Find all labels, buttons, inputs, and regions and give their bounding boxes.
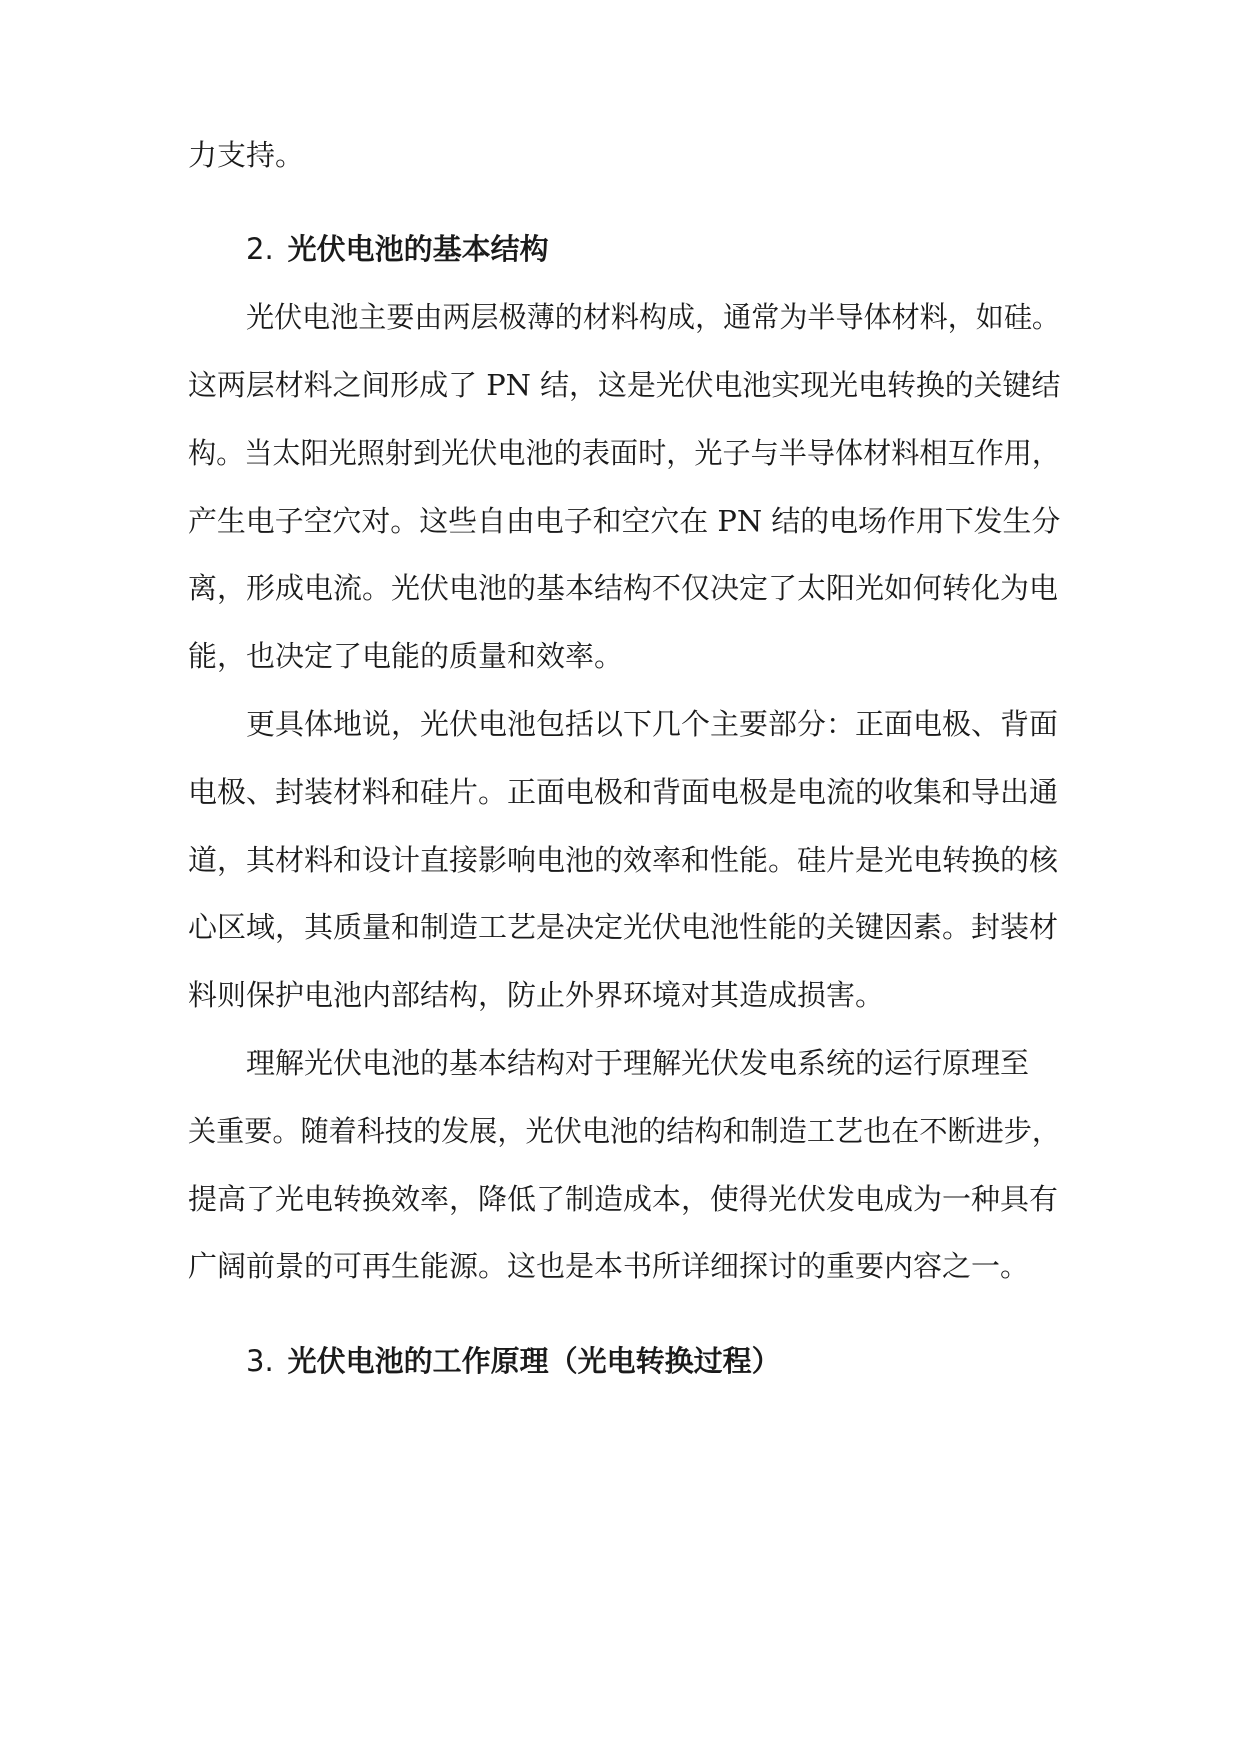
paragraph-line: 构。当太阳光照射到光伏电池的表面时，光子与半导体材料相互作用， <box>188 436 1061 470</box>
paragraph-line: 提高了光电转换效率，降低了制造成本，使得光伏发电成为一种具有 <box>188 1182 1059 1216</box>
paragraph-line: 能，也决定了电能的质量和效率。 <box>188 639 624 673</box>
paragraph-line: 道，其材料和设计直接影响电池的效率和性能。硅片是光电转换的核 <box>188 843 1059 877</box>
paragraph-line: 光伏电池主要由两层极薄的材料构成，通常为半导体材料，如硅。 <box>246 300 1061 334</box>
section-number: 3. <box>246 1344 274 1378</box>
paragraph-line: 更具体地说，光伏电池包括以下几个主要部分：正面电极、背面 <box>246 707 1059 741</box>
paragraph-line: 广阔前景的可再生能源。这也是本书所详细探讨的重要内容之一。 <box>188 1249 1030 1283</box>
paragraph-carryover-line: 力支持。 <box>188 138 305 172</box>
section-number: 2. <box>246 232 274 266</box>
paragraph-line: 心区域，其质量和制造工艺是决定光伏电池性能的关键因素。封装材 <box>188 910 1059 944</box>
paragraph-line: 产生电子空穴对。这些自由电子和空穴在 PN 结的电场作用下发生分 <box>188 504 1061 538</box>
paragraph-line: 理解光伏电池的基本结构对于理解光伏发电系统的运行原理至 <box>246 1046 1030 1080</box>
paragraph-line: 电极、封装材料和硅片。正面电极和背面电极是电流的收集和导出通 <box>188 775 1059 809</box>
section-heading-3 <box>246 1341 781 1381</box>
paragraph-line: 这两层材料之间形成了 PN 结，这是光伏电池实现光电转换的关键结 <box>188 368 1061 402</box>
section-title: 光伏电池的工作原理（光电转换过程） <box>287 1344 781 1378</box>
section-title: 光伏电池的基本结构 <box>287 232 549 266</box>
paragraph-line: 关重要。随着科技的发展，光伏电池的结构和制造工艺也在不断进步， <box>188 1114 1061 1148</box>
paragraph-line: 离，形成电流。光伏电池的基本结构不仅决定了太阳光如何转化为电 <box>188 571 1059 605</box>
section-heading-2 <box>246 229 549 269</box>
paragraph-line: 料则保护电池内部结构，防止外界环境对其造成损害。 <box>188 978 885 1012</box>
